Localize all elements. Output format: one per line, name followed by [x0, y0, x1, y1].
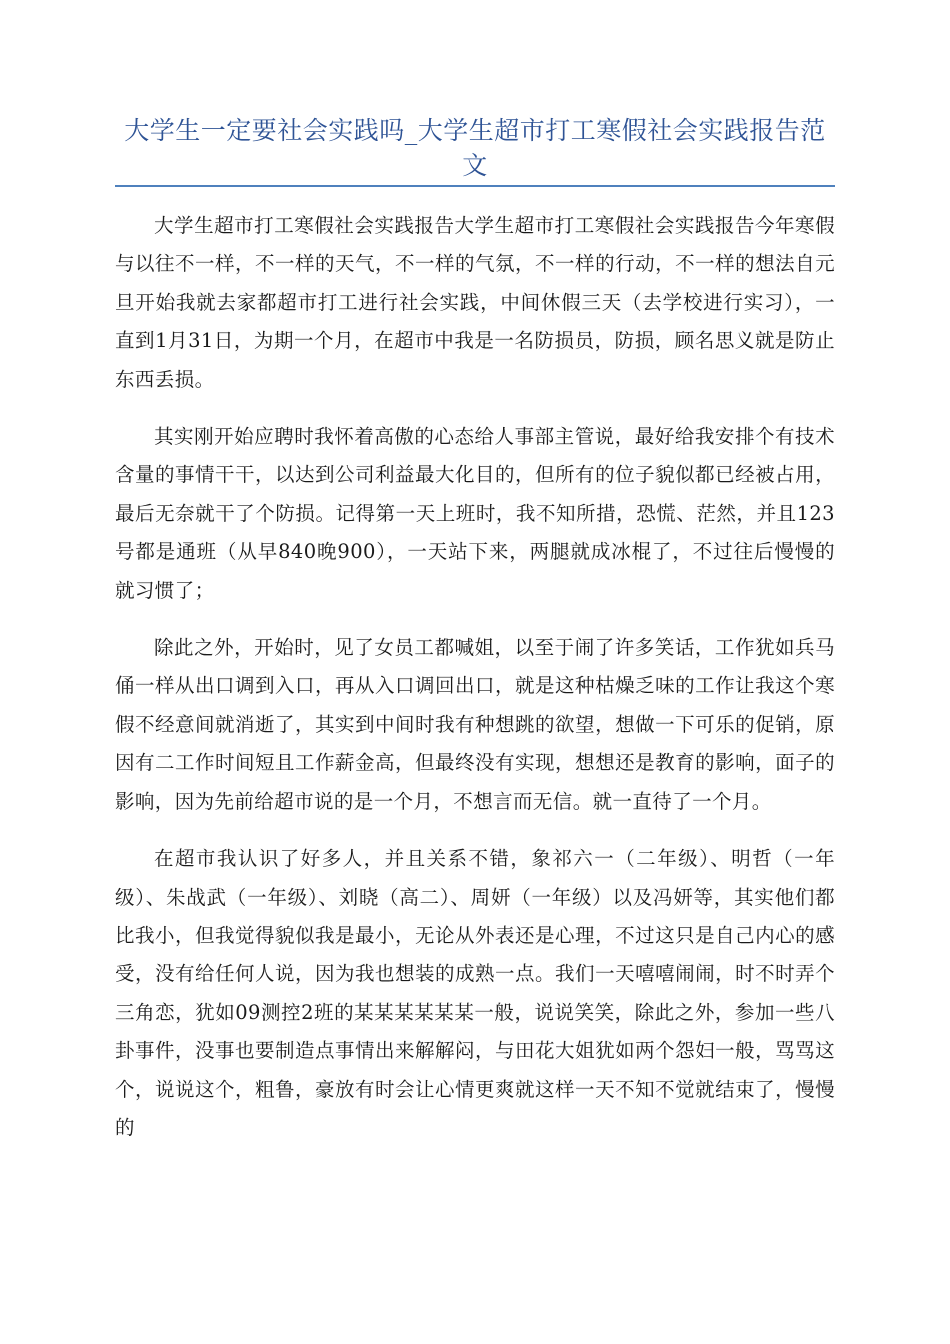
document-title: 大学生一定要社会实践吗_大学生超市打工寒假社会实践报告范文	[124, 116, 826, 180]
document-body	[115, 207, 835, 1166]
paragraph-3: 除此之外，开始时，见了女员工都喊姐，以至于闹了许多笑话，工作犹如兵马俑一样从出口调到入口，再从入口调回出口，就是这种枯燥乏味的工作让我这个寒假不经意间就消逝了，其实到中间时我有种想跳的欲望，想做一下可乐的促销，原因有二工作时间短且工作薪金高，但最终没有实现，想想还是教育的影响，面子的影响，因为先前给超市说的是一个月，不想言而无信。就一直待了一个月。	[115, 636, 835, 813]
title-underline	[115, 185, 835, 187]
paragraph-2: 其实刚开始应聘时我怀着高傲的心态给人事部主管说，最好给我安排个有技术含量的事情干干，以达到公司利益最大化目的，但所有的位子貌似都已经被占用，最后无奈就干了个防损。记得第一天上班时，我不知所措，恐慌、茫然，并且123号都是通班（从早840晚900），一天站下来，两腿就成冰棍了，不过往后慢慢的就习惯了；	[115, 425, 835, 602]
paragraph-4: 在超市我认识了好多人，并且关系不错，象祁六一（二年级）、明哲（一年级）、朱战武（一年级）、刘晓（高二）、周妍（一年级）以及冯妍等，其实他们都比我小，但我觉得貌似我是最小，无论从外表还是心理，不过这只是自己内心的感受，没有给任何人说，因为我也想装的成熟一点。我们一天嘻嘻闹闹，时不时弄个三角恋，犹如09测控2班的某某某某某某一般，说说笑笑，除此之外，参加一些八卦事件，没事也要制造点事情出来解解闷，与田花大姐犹如两个怨妇一般，骂骂这个，说说这个，粗鲁，豪放有时会让心情更爽就这样一天不知不觉就结束了，慢慢的	[115, 847, 835, 1139]
paragraph-1: 大学生超市打工寒假社会实践报告大学生超市打工寒假社会实践报告今年寒假与以往不一样，不一样的天气，不一样的气氛，不一样的行动，不一样的想法自元旦开始我就去家都超市打工进行社会实践，中间休假三天（去学校进行实习），一直到1月31日，为期一个月，在超市中我是一名防损员，防损，顾名思义就是防止东西丢损。	[115, 214, 835, 391]
